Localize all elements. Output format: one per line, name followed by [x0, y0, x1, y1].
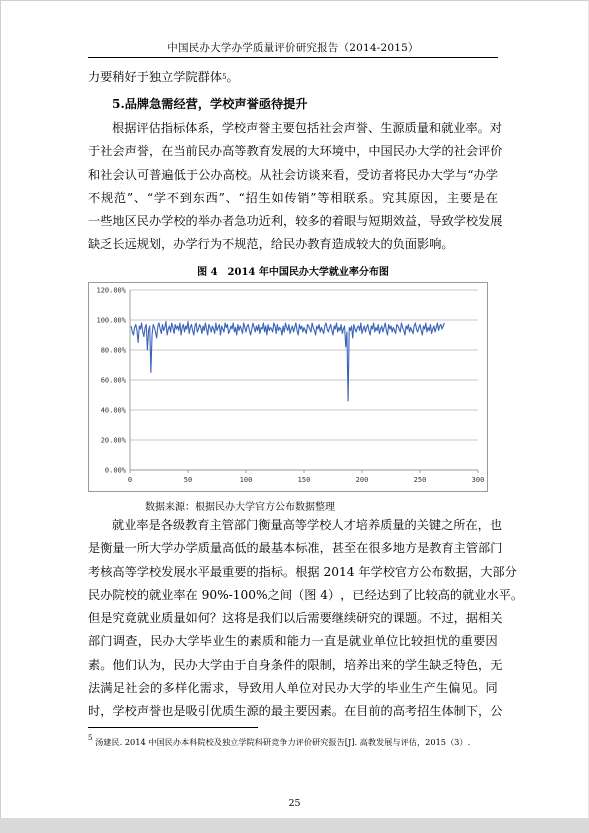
y-tick-label: 80.00% [100, 346, 126, 355]
text-line: 但 是 究 竟 就 业 质 量 如 何 ？ 这 将 是 我 们 以 后 需 要 继 续 研 究 的 课 题 。 不 过 ， 据 相 关 [88, 611, 503, 626]
chart-svg [88, 282, 488, 492]
figure-caption: 图 4 2014 年中国民办大学就业率分布图 [197, 267, 389, 278]
text-line: 法 满 足 社 会 的 多 样 化 需 求 ， 导 致 用 人 单 位 对 民 办 大 学 的 毕 业 生 产 生 偏 见 。 同 [88, 681, 498, 696]
x-tick-label: 200 [355, 476, 369, 484]
header-rule [88, 57, 498, 58]
text-line: 民 办 院 校 的 就 业 率 在 90%-100% 之 间 （ 图 4 ） ， 已 经 达 到 了 比 较 高 的 就 业 水 平 。 [88, 587, 524, 602]
y-tick-label: 40.00% [100, 406, 126, 415]
x-tick-label: 150 [297, 476, 311, 484]
viewer-bottom-strip [0, 818, 589, 833]
text-line: 根 据 评 估 指 标 体 系 ， 学 校 声 誉 主 要 包 括 社 会 声 誉 、 生 源 质 量 和 就 业 率 。 对 [112, 121, 502, 135]
continued-paragraph [88, 66, 498, 89]
text-line: 和 社 会 认 可 普 遍 低 于 公 办 高 校 。 从 社 会 访 谈 来 看 ， 受 访 者 将 民 办 大 学 与 “ 办 学 [88, 167, 498, 182]
footnote-ref: 5 [222, 73, 227, 81]
text-line: 于 社 会 声 誉 ， 在 当 前 民 办 高 等 教 育 发 展 的 大 环 境 中 ， 中 国 民 办 大 学 的 社 会 评 价 [88, 144, 503, 159]
y-tick-label: 60.00% [100, 376, 126, 385]
text-line: 就 业 率 是 各 级 教 育 主 管 部 门 衡 量 高 等 学 校 人 才 培 养 质 量 的 关 键 之 所 在 ， 也 [112, 518, 502, 532]
employment-rate-chart [88, 282, 488, 492]
x-tick-label: 100 [239, 476, 253, 484]
text-line: 缺乏长远规划，办学行为不规范，给民办教育造成较大的负面影响。 [88, 237, 454, 252]
running-header: 中国民办大学办学质量评价研究报告（2014-2015） [167, 42, 419, 54]
x-tick-label: 0 [127, 476, 133, 484]
chart-frame [89, 283, 488, 492]
footnote-rule [88, 727, 258, 728]
text-line: 一 些 地 区 民 办 学 校 的 举 办 者 急 功 近 利 ， 较 多 的 着 眼 与 短 期 效 益 ， 导 致 学 校 发 展 [88, 214, 503, 229]
y-tick-label: 120.00% [96, 286, 126, 295]
paragraph-reputation [88, 117, 503, 257]
text-line: 时 ， 学 校 声 誉 也 是 吸 引 优 质 生 源 的 最 主 要 因 素 。 在 目 前 的 高 考 招 生 体 制 下 ， 公 [88, 704, 503, 719]
page-number: 25 [288, 798, 301, 809]
x-tick-label: 300 [471, 476, 485, 484]
text-line: 部 门 调 查 ， 民 办 大 学 毕 业 生 的 素 质 和 能 力 一 直 是 就 业 单 位 比 较 担 忧 的 重 要 因 [88, 634, 498, 649]
footnote-marker: 5 [88, 734, 93, 742]
text-line: 考 核 高 等 学 校 发 展 水 平 最 重 要 的 指 标 。 根 据 2014 年 学 校 官 方 公 布 数 据 ， 大 部 分 [88, 564, 517, 579]
x-tick-label: 50 [183, 476, 193, 484]
x-tick-label: 250 [413, 476, 427, 484]
continued-text-end: 。 [226, 70, 239, 84]
y-tick-label: 100.00% [96, 316, 126, 325]
text-line: 是 衡 量 一 所 大 学 办 学 质 量 高 低 的 最 基 本 标 准 ， 甚 至 在 很 多 地 方 是 教 育 主 管 部 门 [88, 541, 503, 556]
footnote [88, 734, 508, 748]
continued-text: 力要稍好于独立学院群体 [88, 70, 223, 84]
paragraph-employment [88, 514, 524, 724]
footnote-text: 汤建民. 2014 中国民办本科院校及独立学院科研竞争力评价研究报告[J]. 高教发展与评估，2015（3）. [95, 737, 471, 747]
y-tick-label: 0.00% [104, 466, 126, 475]
section-heading: 5.品牌急需经营，学校声誉亟待提升 [112, 97, 308, 111]
data-source: 数据来源：根据民办大学官方公布数据整理 [145, 502, 335, 513]
text-line: 素 。 他 们 认 为 ， 民 办 大 学 由 于 自 身 条 件 的 限 制 ， 培 养 出 来 的 学 生 缺 乏 特 色 ， 无 [88, 657, 503, 672]
text-line: 不 规 范 ” 、 “ 学 不 到 东 西 ” 、 “ 招 生 如 传 销 ” 等 相 联 系 。 究 其 原 因 ， 主 要 是 在 [88, 190, 498, 205]
y-tick-label: 20.00% [100, 436, 126, 445]
